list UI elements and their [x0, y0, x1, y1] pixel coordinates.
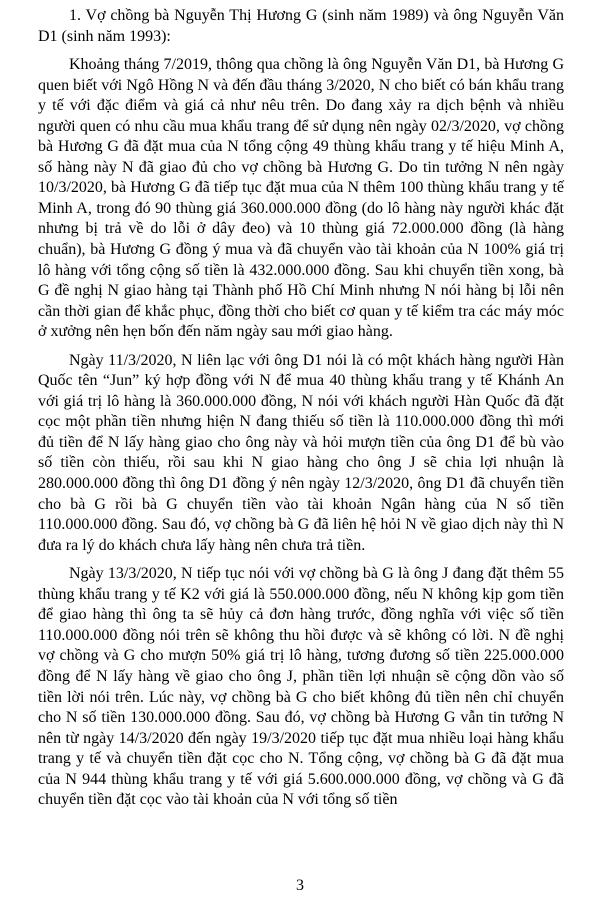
document-page — [38, 6, 564, 811]
paragraph-2: Ngày 11/3/2020, N liên lạc với ông D1 nói là có một khách hàng người Hàn Quốc tên “Jun” ký hợp đồng với N để mua 40 thùng khẩu trang y tế Khánh An với giá trị lô hàng là 360.000.000 đồng, N nói với khách người Hàn Quốc đã đặt cọc một phần tiền nhưng hiện N đang thiếu số tiền là 110.000.000 đồng thì mới đủ tiền để N lấy hàng giao cho ông này và hỏi mượn tiền của ông D1 để bù vào số tiền còn thiếu, rồi sau khi N giao hàng cho ông J sẽ chia lợi nhuận là 280.000.000 đồng thì ông D1 đồng ý nên ngày 12/3/2020, ông D1 đã chuyển tiền cho bà G rồi bà G chuyển tiền vào tài khoản Ngân hàng của N số tiền 110.000.000 đồng. Sau đó, vợ chồng bà G đã liên hệ hỏi N về giao dịch này thì N đưa ra lý do khách chưa lấy hàng nên chưa trả tiền. — [38, 351, 564, 554]
page-number: 3 — [296, 877, 304, 894]
paragraph-3: Ngày 13/3/2020, N tiếp tục nói với vợ chồng bà G là ông J đang đặt thêm 55 thùng khẩu trang y tế K2 với giá là 550.000.000 đồng, nếu N không kịp gom tiền để giao hàng thì ông ta sẽ hủy cả đơn hàng trước, đồng nghĩa với việc số tiền 110.000.000 đồng nói trên sẽ không thu hồi được và sẽ không có lời. N đề nghị vợ chồng và G cho mượn 50% giá trị lô hàng, tương đương số tiền 225.000.000 đồng để N lấy hàng về giao cho ông J, phần tiền lợi nhuận sẽ cộng dồn vào số tiền lời nói trên. Lúc này, vợ chồng bà G cho biết không đủ tiền nên chỉ chuyển cho N số tiền 130.000.000 đồng. Sau đó, vợ chồng bà Hương G vẫn tin tưởng N nên từ ngày 14/3/2020 đến ngày 19/3/2020 tiếp tục đặt mua nhiều loại hàng khẩu trang y tế và chuyển tiền đặt cọc cho N. Tổng cộng, vợ chồng bà G đã đặt mua của N 944 thùng khẩu trang y tế với giá 5.600.000.000 đồng, vợ chồng và G đã chuyển tiền đặt cọc vào tài khoản của N với tổng số tiền — [38, 565, 564, 809]
paragraph-1: Khoảng tháng 7/2019, thông qua chồng là ông Nguyễn Văn D1, bà Hương G quen biết với Ngô Hồng N và đến đầu tháng 3/2020, N cho biết có bán khẩu trang y tế với đặc điểm và giá cả như nêu trên. Do đang xảy ra dịch bệnh và nhiều người quen có nhu cầu mua khẩu trang để sử dụng nên ngày 02/3/2020, vợ chồng bà Hương G đã đặt mua của N tổng cộng 49 thùng khẩu trang y tế hiệu Minh A, số hàng này N đã giao đủ cho vợ chồng bà Hương G. Do tin tưởng N nên ngày 10/3/2020, bà Hương G đã tiếp tục đặt mua của N thêm 100 thùng khẩu trang y tế Minh A, trong đó 90 thùng giá 360.000.000 đồng (do lô hàng này người khác đặt nhưng bị trả về do lỗi ở dây đeo) và 10 thùng giá 72.000.000 đồng (là hàng chuẩn), bà Hương G đồng ý mua và đã chuyển vào tài khoản của N 100% giá trị lô hàng với tổng cộng số tiền là 432.000.000 đồng. Sau khi chuyển tiền xong, bà G đề nghị N giao hàng tại Thành phố Hồ Chí Minh nhưng N nói hàng bị lỗi nên cần thời gian để khắc phục, đồng thời cho biết cơ quan y tế kiểm tra các máy móc ở xưởng nên hẹn bốn đến năm ngày sau mới giao hàng. — [38, 56, 564, 341]
section-heading: 1. Vợ chồng bà Nguyễn Thị Hương G (sinh năm 1989) và ông Nguyễn Văn D1 (sinh năm 1993): — [38, 7, 564, 45]
